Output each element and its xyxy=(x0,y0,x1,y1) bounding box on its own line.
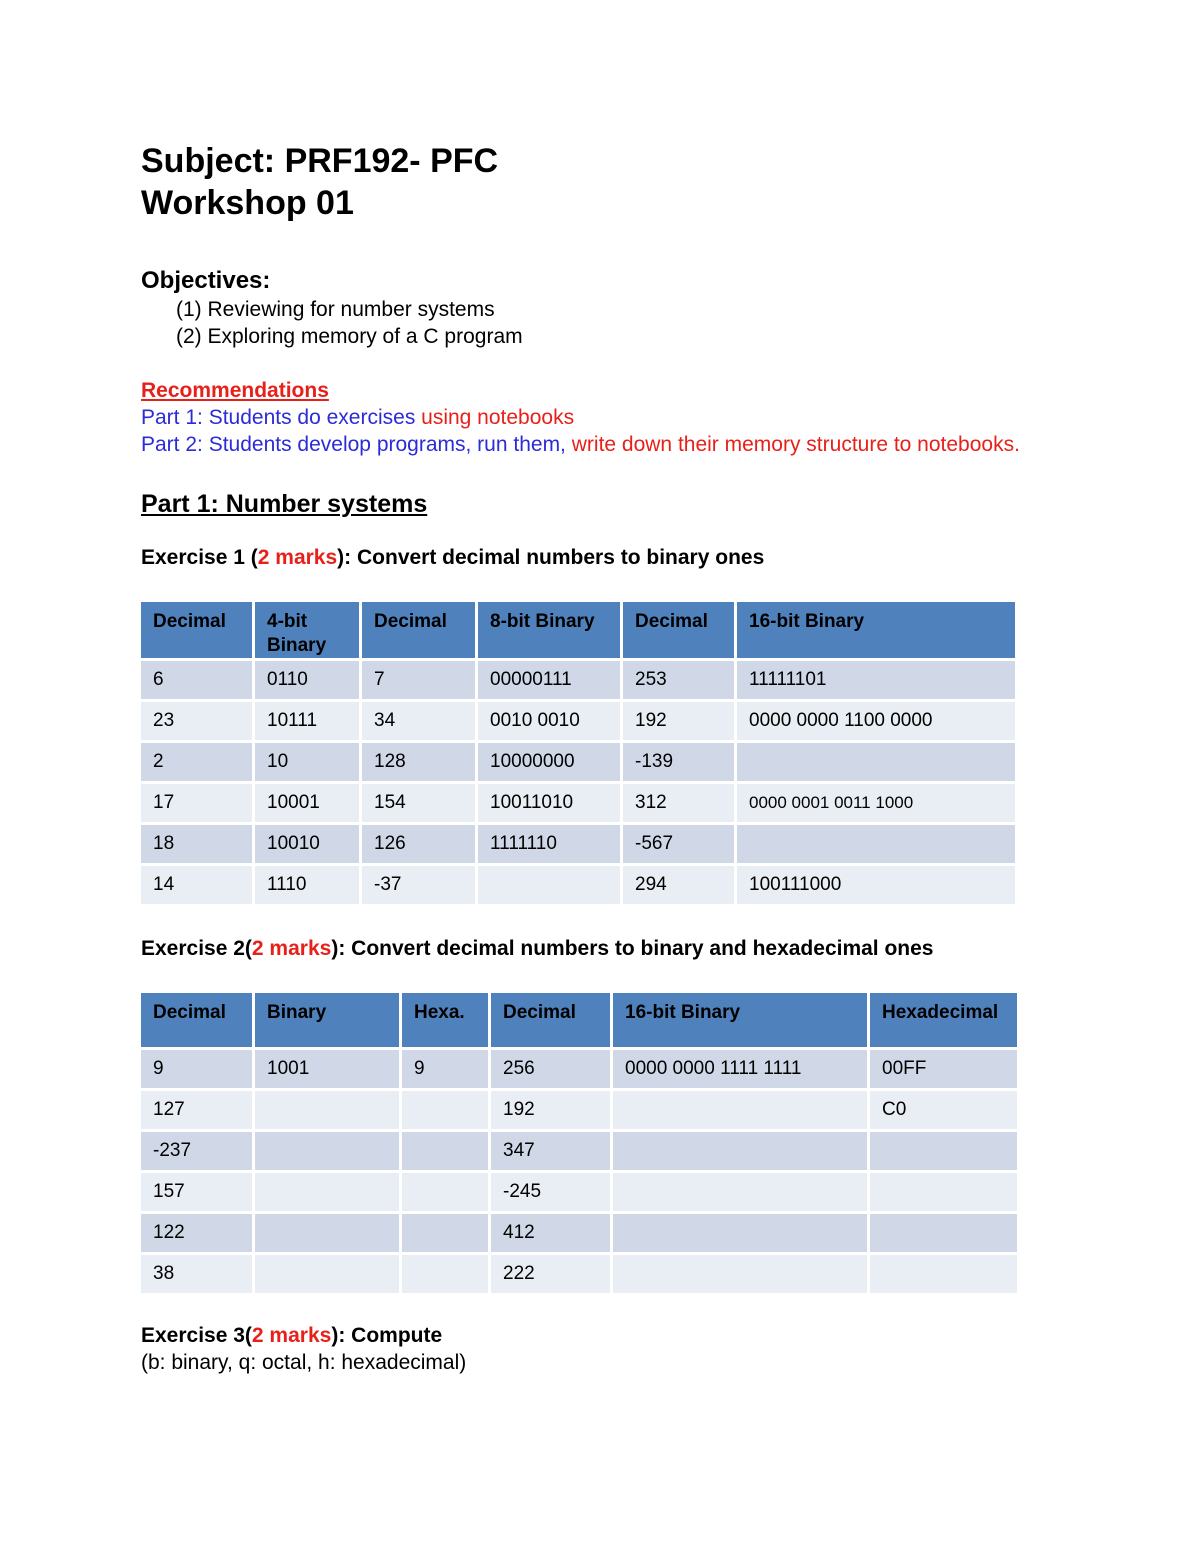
table-cell xyxy=(255,1173,399,1211)
table-cell xyxy=(613,1173,867,1211)
recommendation-part2 xyxy=(141,431,1021,458)
table-cell xyxy=(613,1214,867,1252)
table-cell: 256 xyxy=(491,1050,610,1088)
exercise1-heading xyxy=(141,544,1021,571)
table-cell xyxy=(402,1091,488,1129)
table-cell: 222 xyxy=(491,1255,610,1293)
table-cell: -245 xyxy=(491,1173,610,1211)
recommendation-part1-emphasis: using notebooks xyxy=(415,406,575,429)
table-cell: 17 xyxy=(141,784,252,822)
header-cell: Hexadecimal xyxy=(870,993,1017,1047)
table-cell: 0110 xyxy=(255,661,359,699)
header-cell: Decimal xyxy=(491,993,610,1047)
header-cell: Decimal xyxy=(362,602,475,658)
table-cell: 294 xyxy=(623,866,734,904)
objective-item: (2) Exploring memory of a C program xyxy=(176,325,523,348)
table-cell: 00000111 xyxy=(478,661,620,699)
table-header-row xyxy=(141,993,1017,1047)
table-cell: 192 xyxy=(623,702,734,740)
header-cell: 16-bit Binary xyxy=(613,993,867,1047)
table-cell: 18 xyxy=(141,825,252,863)
workshop-title: Workshop 01 xyxy=(141,184,354,222)
exercise2-marks: 2 marks xyxy=(251,937,332,960)
header-cell: Binary xyxy=(255,993,399,1047)
recommendation-part2-text: Part 2: Students develop programs, run them, xyxy=(141,433,566,456)
table-cell xyxy=(870,1173,1017,1211)
table-cell: 6 xyxy=(141,661,252,699)
table-cell: 23 xyxy=(141,702,252,740)
table-cell: 10000000 xyxy=(478,743,620,781)
objectives-list xyxy=(141,296,1021,350)
table-cell: 126 xyxy=(362,825,475,863)
table-row xyxy=(141,702,1015,740)
table-cell: 10111 xyxy=(255,702,359,740)
table-cell xyxy=(478,866,620,904)
table-cell: 128 xyxy=(362,743,475,781)
table-cell: 0000 0000 1100 0000 xyxy=(737,702,1015,740)
table-cell xyxy=(613,1255,867,1293)
table-row xyxy=(141,1173,1017,1211)
table-cell xyxy=(870,1132,1017,1170)
exercise1-prefix: Exercise 1 ( xyxy=(141,546,258,569)
exercise1-table xyxy=(138,599,1018,907)
exercise3-note: (b: binary, q: octal, h: hexadecimal) xyxy=(141,1351,467,1374)
exercise3-prefix: Exercise 3( xyxy=(141,1324,252,1347)
table-cell: 127 xyxy=(141,1091,252,1129)
table-cell: -567 xyxy=(623,825,734,863)
table-cell: 38 xyxy=(141,1255,252,1293)
table-row xyxy=(141,825,1015,863)
table-cell: 1111110 xyxy=(478,825,620,863)
table-row xyxy=(141,866,1015,904)
table-cell: 34 xyxy=(362,702,475,740)
part1-heading: Part 1: Number systems xyxy=(141,490,428,518)
table-cell: C0 xyxy=(870,1091,1017,1129)
table-cell: 0000 0000 1111 1111 xyxy=(613,1050,867,1088)
table-cell: -237 xyxy=(141,1132,252,1170)
table-row xyxy=(141,743,1015,781)
table-cell: 312 xyxy=(623,784,734,822)
recommendations-heading: Recommendations xyxy=(141,379,329,402)
objective-item: (1) Reviewing for number systems xyxy=(176,298,495,321)
recommendation-part1 xyxy=(141,404,1021,431)
table-cell: 0010 0010 xyxy=(478,702,620,740)
table-cell: 11111101 xyxy=(737,661,1015,699)
table-cell: 10010 xyxy=(255,825,359,863)
table-cell xyxy=(255,1132,399,1170)
table-cell: 9 xyxy=(141,1050,252,1088)
table-cell: 00FF xyxy=(870,1050,1017,1088)
exercise3-suffix: ): Compute xyxy=(331,1324,443,1347)
table-cell xyxy=(402,1214,488,1252)
table-row xyxy=(141,1132,1017,1170)
table-cell: 2 xyxy=(141,743,252,781)
table-cell xyxy=(737,743,1015,781)
table-cell: 9 xyxy=(402,1050,488,1088)
exercise2-table xyxy=(138,990,1020,1296)
table-cell: 100111000 xyxy=(737,866,1015,904)
table-cell: 14 xyxy=(141,866,252,904)
header-cell: Decimal xyxy=(141,602,252,658)
table-cell: 0000 0001 0011 1000 xyxy=(737,784,1015,822)
table-row xyxy=(141,1091,1017,1129)
table-cell xyxy=(255,1255,399,1293)
exercise3-heading xyxy=(141,1322,1021,1349)
table-cell xyxy=(613,1091,867,1129)
header-cell: 8-bit Binary xyxy=(478,602,620,658)
table-row xyxy=(141,661,1015,699)
table-cell: 1110 xyxy=(255,866,359,904)
table-cell: -37 xyxy=(362,866,475,904)
table-cell xyxy=(255,1214,399,1252)
objectives-heading: Objectives: xyxy=(141,267,271,294)
header-cell: Decimal xyxy=(623,602,734,658)
header-cell: 16-bit Binary xyxy=(737,602,1015,658)
table-cell: 10 xyxy=(255,743,359,781)
table-cell: 157 xyxy=(141,1173,252,1211)
table-row xyxy=(141,784,1015,822)
recommendation-part1-text: Part 1: Students do exercises xyxy=(141,406,416,429)
table-cell: 1001 xyxy=(255,1050,399,1088)
table-cell: 10011010 xyxy=(478,784,620,822)
subject-title: Subject: PRF192- PFC xyxy=(141,142,499,180)
recommendation-part2-emphasis: write down their memory structure to notebooks. xyxy=(565,433,1020,456)
header-cell: 4-bit Binary xyxy=(255,602,359,658)
table-row xyxy=(141,1255,1017,1293)
table-cell xyxy=(870,1255,1017,1293)
table-cell: 192 xyxy=(491,1091,610,1129)
document-page xyxy=(141,140,1021,1376)
header-cell: Decimal xyxy=(141,993,252,1047)
table-cell xyxy=(255,1091,399,1129)
table-cell xyxy=(870,1214,1017,1252)
table-cell: 10001 xyxy=(255,784,359,822)
header-cell: Hexa. xyxy=(402,993,488,1047)
exercise2-suffix: ): Convert decimal numbers to binary and hexadecimal ones xyxy=(331,937,934,960)
table-row xyxy=(141,1050,1017,1088)
table-header-row xyxy=(141,602,1015,658)
exercise3-marks: 2 marks xyxy=(251,1324,332,1347)
table-cell: 122 xyxy=(141,1214,252,1252)
table-cell xyxy=(737,825,1015,863)
table-cell: -139 xyxy=(623,743,734,781)
exercise1-marks: 2 marks xyxy=(257,546,338,569)
table-cell: 347 xyxy=(491,1132,610,1170)
table-cell: 7 xyxy=(362,661,475,699)
table-cell xyxy=(613,1132,867,1170)
table-cell xyxy=(402,1255,488,1293)
table-row xyxy=(141,1214,1017,1252)
table-cell: 154 xyxy=(362,784,475,822)
table-cell xyxy=(402,1132,488,1170)
exercise1-suffix: ): Convert decimal numbers to binary ones xyxy=(337,546,765,569)
exercise2-heading xyxy=(141,935,1021,962)
table-cell: 412 xyxy=(491,1214,610,1252)
table-cell xyxy=(402,1173,488,1211)
table-cell: 253 xyxy=(623,661,734,699)
exercise2-prefix: Exercise 2( xyxy=(141,937,252,960)
